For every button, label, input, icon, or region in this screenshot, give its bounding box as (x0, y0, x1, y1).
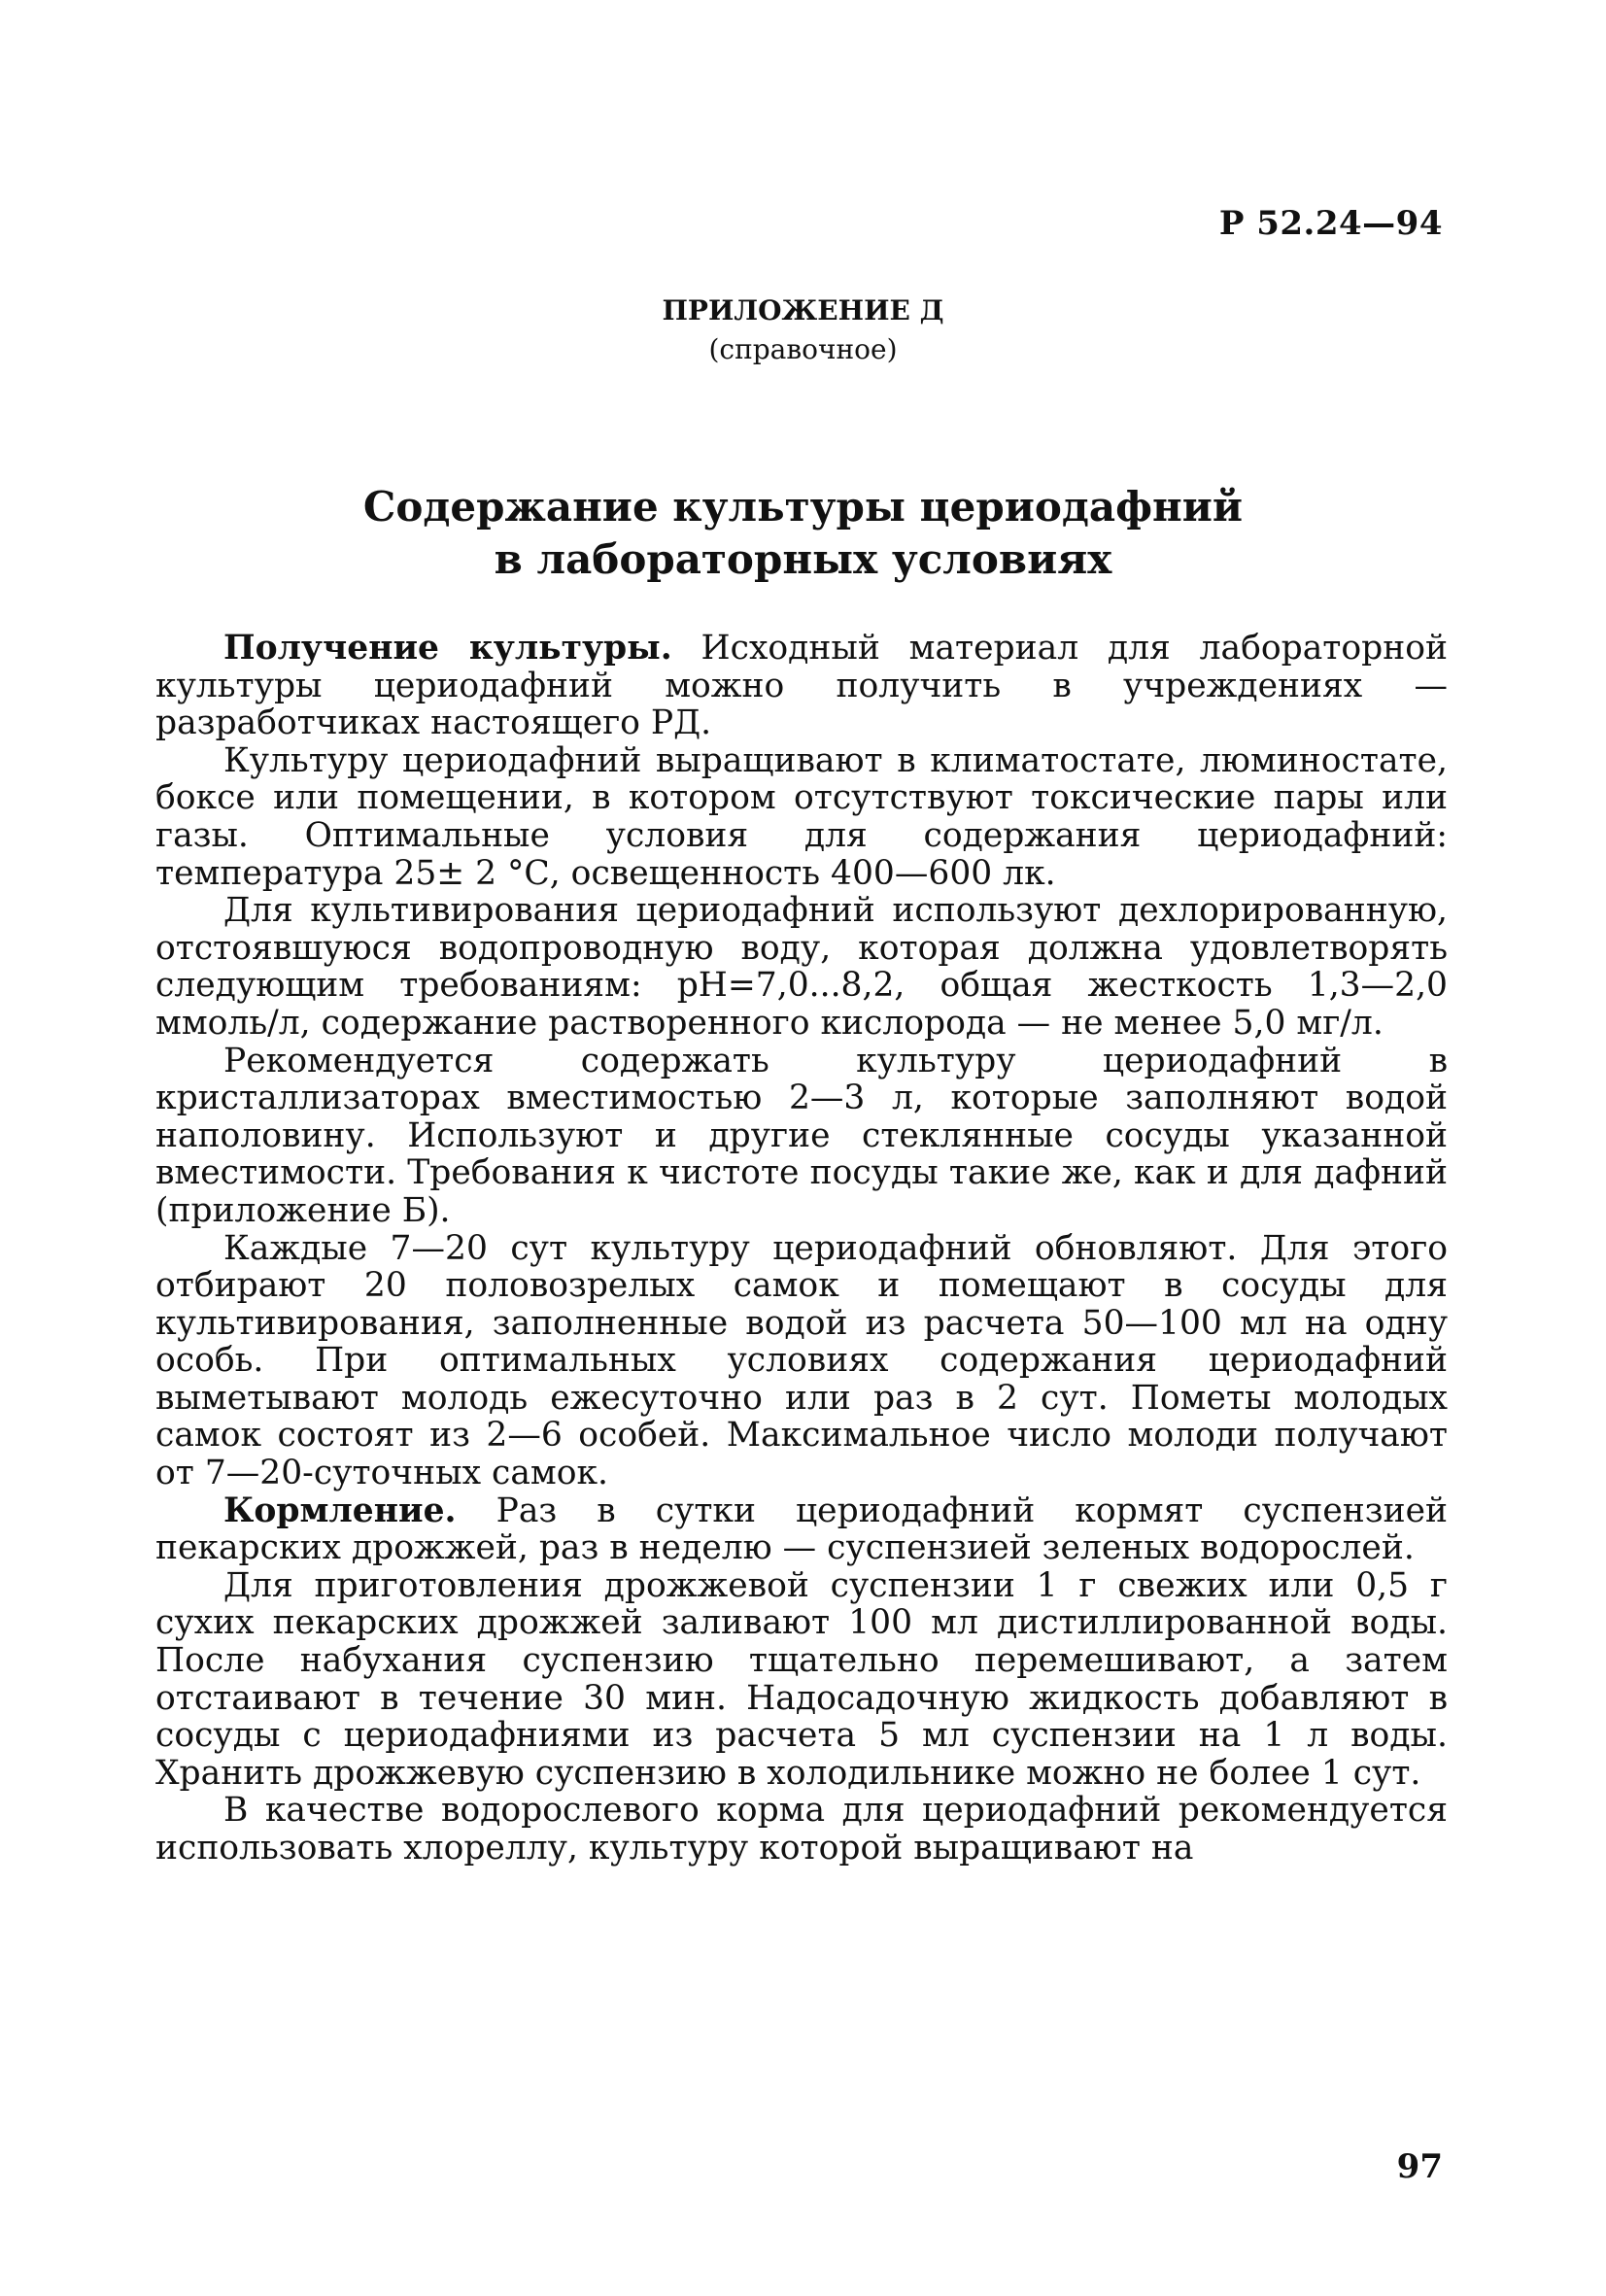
page-number: 97 (1396, 2147, 1443, 2186)
appendix-heading (0, 291, 1606, 369)
paragraph-text: Раз в сутки цериодафний кормят суспензией пекарских дрожжей, раз в неделю — суспензией зеленых водорослей. (155, 1491, 1448, 1568)
page-title-line-1: Содержание культуры цериодафний (362, 483, 1244, 531)
paragraph-text: Культуру цериодафний выращивают в климатостате, люминостате, боксе или помещении, в котором отсутствуют токсические пары или газы. Оптимальные условия для содержания цериодафний: температура 25± 2 °С, освещенность 400—600 лк. (155, 740, 1448, 893)
body-text (155, 630, 1448, 1868)
paragraph (155, 1567, 1448, 1793)
page-title-line-2: в лабораторных условиях (494, 535, 1112, 583)
appendix-subtitle: (справочное) (708, 333, 898, 365)
paragraph (155, 1492, 1448, 1567)
page-title (0, 481, 1606, 586)
paragraph-text: Рекомендуется содержать культуру цериодафний в кристаллизаторах вместимостью 2—3 л, которые заполняют водой наполовину. Используют и другие стеклянные сосуды указанной вместимости. Требования к чистоте посуды такие же, как и для дафний (приложение Б). (155, 1041, 1448, 1230)
paragraph (155, 1792, 1448, 1867)
paragraph (155, 1043, 1448, 1230)
paragraph-text: В качестве водорослевого корма для цериодафний рекомендуется использовать хлореллу, культуру которой выращивают на (155, 1791, 1448, 1868)
paragraph (155, 742, 1448, 892)
paragraph (155, 892, 1448, 1042)
paragraph-text: Для приготовления дрожжевой суспензии 1 г свежих или 0,5 г сухих пекарских дрожжей заливают 100 мл дистиллированной воды. После набухания суспензию тщательно перемешивают, а затем отстаивают в течение 30 мин. Надосадочную жидкость добавляют в сосуды с цериодафниями из расчета 5 мл суспензии на 1 л воды. Хранить дрожжевую суспензию в холодильнике можно не более 1 сут. (155, 1565, 1448, 1793)
paragraph-text: Исходный материал для лабораторной культуры цериодафний можно получить в учреждениях — разработчиках настоящего РД. (155, 629, 1448, 743)
document-code: Р 52.24—94 (1218, 204, 1443, 243)
paragraph-text: Для культивирования цериодафний используют дехлорированную, отстоявшуюся водопроводную воду, которая должна удовлетворять следующим требованиям: рН=7,0...8,2, общая жесткость 1,3—2,0 ммоль/л, содержание растворенного кислорода — не менее 5,0 мг/л. (155, 891, 1448, 1043)
paragraph-lead: Получение культуры. (223, 629, 672, 668)
appendix-title: ПРИЛОЖЕНИЕ Д (662, 294, 944, 326)
paragraph-text: Каждые 7—20 сут культуру цериодафний обновляют. Для этого отбирают 20 половозрелых самок и помещают в сосуды для культивирования, заполненные водой из расчета 50—100 мл на одну особь. При оптимальных условиях содержания цериодафний выметывают молодь ежесуточно или раз в 2 сут. Пометы молодых самок состоят из 2—6 особей. Максимальное число молоди получают от 7—20-суточных самок. (155, 1228, 1448, 1493)
paragraph (155, 1230, 1448, 1492)
paragraph (155, 630, 1448, 742)
paragraph-lead: Кормление. (223, 1491, 457, 1530)
